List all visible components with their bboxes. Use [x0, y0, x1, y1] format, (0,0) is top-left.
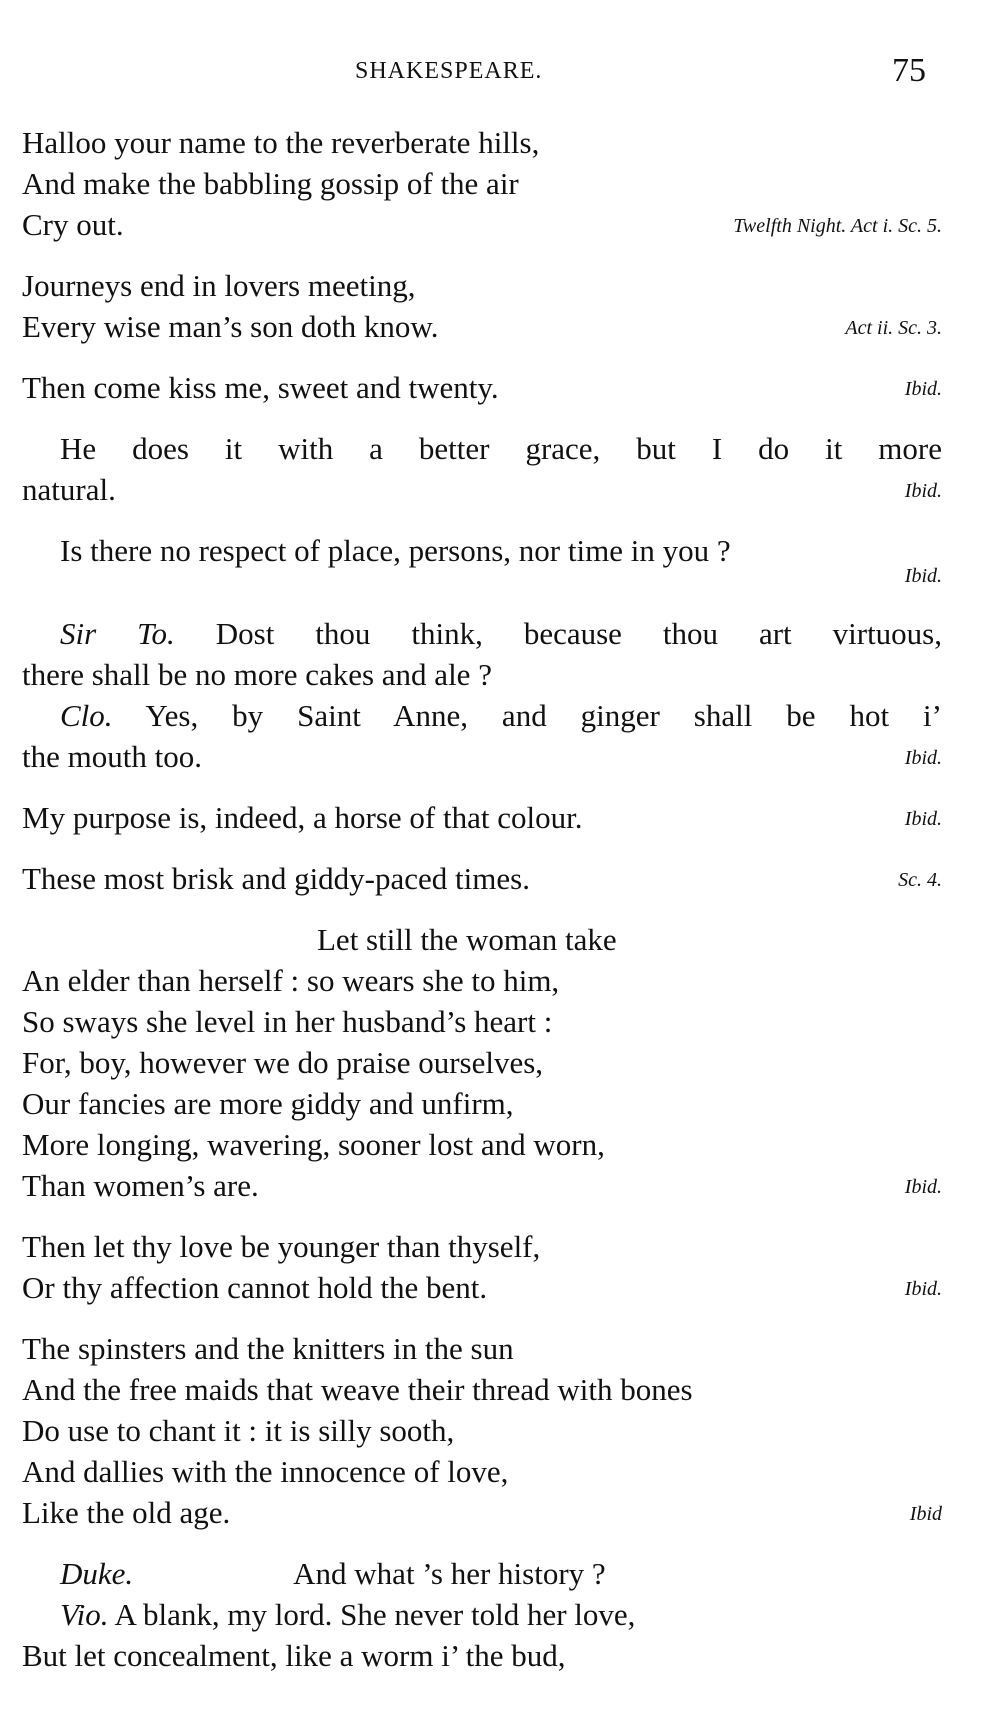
verse-line [22, 797, 942, 838]
verse-line [22, 204, 942, 245]
dialogue-text: And what ’s her history ? [293, 1556, 606, 1591]
verse-line: Our fancies are more giddy and unfirm, [22, 1086, 514, 1121]
verse-line: More longing, wavering, sooner lost and worn, [22, 1127, 605, 1162]
verse-line [22, 1165, 942, 1206]
citation: Ibid. [904, 378, 942, 400]
verse-text: Then come kiss me, sweet and twenty. [22, 370, 499, 405]
prose-line: Is there no respect of place, persons, nor time in you ? [60, 533, 731, 568]
verse-line [22, 1492, 942, 1533]
verse-text: These most brisk and giddy-paced times. [22, 861, 530, 896]
verse-text: Every wise man’s son doth know. [22, 309, 439, 344]
dialogue-line: there shall be no more cakes and ale ? [22, 657, 492, 692]
citation: Ibid. [904, 808, 942, 830]
citation: Twelfth Night. Act i. Sc. 5. [733, 215, 942, 237]
prose-line: He does it with a better grace, but I do it more [60, 431, 942, 466]
quotation [22, 858, 942, 899]
verse-line [22, 1267, 942, 1308]
dialogue-line [22, 736, 942, 777]
dialogue [22, 613, 942, 777]
quotation [22, 265, 942, 347]
verse-line: Halloo your name to the reverberate hills, [22, 125, 540, 160]
dialogue [22, 1553, 942, 1676]
verse-line: An elder than herself : so wears she to him, [22, 963, 560, 998]
page-number: 75 [892, 52, 926, 89]
verse-line: So sways she level in her husband’s heart : [22, 1004, 553, 1039]
citation: Act ii. Sc. 3. [845, 317, 942, 339]
verse-text: Than women’s are. [22, 1168, 259, 1203]
verse-line: And dallies with the innocence of love, [22, 1454, 509, 1489]
quotation [22, 797, 942, 838]
verse-line [22, 306, 942, 347]
prose-text: natural. [22, 472, 116, 507]
quotation [22, 919, 942, 1206]
quotation [22, 122, 942, 245]
verse-line: And the free maids that weave their thread with bones [22, 1372, 693, 1407]
running-title: SHAKESPEARE. [355, 58, 543, 84]
citation: Ibid. [904, 747, 942, 769]
verse-line [22, 858, 942, 899]
dialogue-line [22, 695, 942, 736]
page-body [22, 122, 942, 1676]
verse-text: My purpose is, indeed, a horse of that colour. [22, 800, 583, 835]
dialogue-text: Yes, by Saint Anne, and ginger shall be hot i’ [145, 698, 942, 733]
quotation [22, 1328, 942, 1533]
dialogue-line [22, 613, 942, 654]
prose-line [22, 469, 942, 510]
quotation [22, 1226, 942, 1308]
dialogue-text: the mouth too. [22, 739, 202, 774]
verse-line [22, 367, 942, 408]
verse-line: And make the babbling gossip of the air [22, 166, 519, 201]
citation: Ibid. [904, 1278, 942, 1300]
verse-line: The spinsters and the knitters in the sun [22, 1331, 514, 1366]
verse-line: Journeys end in lovers meeting, [22, 268, 416, 303]
dialogue-line [22, 1553, 942, 1594]
citation: Ibid. [904, 1176, 942, 1198]
verse-line: Then let thy love be younger than thyself, [22, 1229, 541, 1264]
verse-line: For, boy, however we do praise ourselves, [22, 1045, 544, 1080]
dialogue-line: But let concealment, like a worm i’ the bud, [22, 1638, 566, 1673]
dialogue-text: Dost thou think, because thou art virtuous, [215, 616, 942, 651]
verse-line: Let still the woman take [317, 922, 617, 957]
speaker-name: Duke. [60, 1556, 134, 1591]
citation: Sc. 4. [898, 869, 942, 891]
citation: Ibid. [904, 480, 942, 502]
citation: Ibid. [904, 565, 942, 587]
verse-text: Like the old age. [22, 1495, 231, 1530]
dialogue-line [22, 1594, 942, 1635]
page-header [0, 52, 1000, 92]
verse-text: Or thy affection cannot hold the bent. [22, 1270, 488, 1305]
quotation [22, 530, 942, 599]
verse-line: Do use to chant it : it is silly sooth, [22, 1413, 455, 1448]
speaker-name: Clo. [60, 698, 113, 733]
citation: Ibid [909, 1503, 942, 1525]
speaker-name: Sir To. [60, 616, 175, 651]
quotation [22, 367, 942, 408]
quotation [22, 428, 942, 510]
speaker-name: Vio. [60, 1597, 109, 1632]
verse-text: Cry out. [22, 207, 124, 242]
dialogue-text: A blank, my lord. She never told her love, [114, 1597, 636, 1632]
